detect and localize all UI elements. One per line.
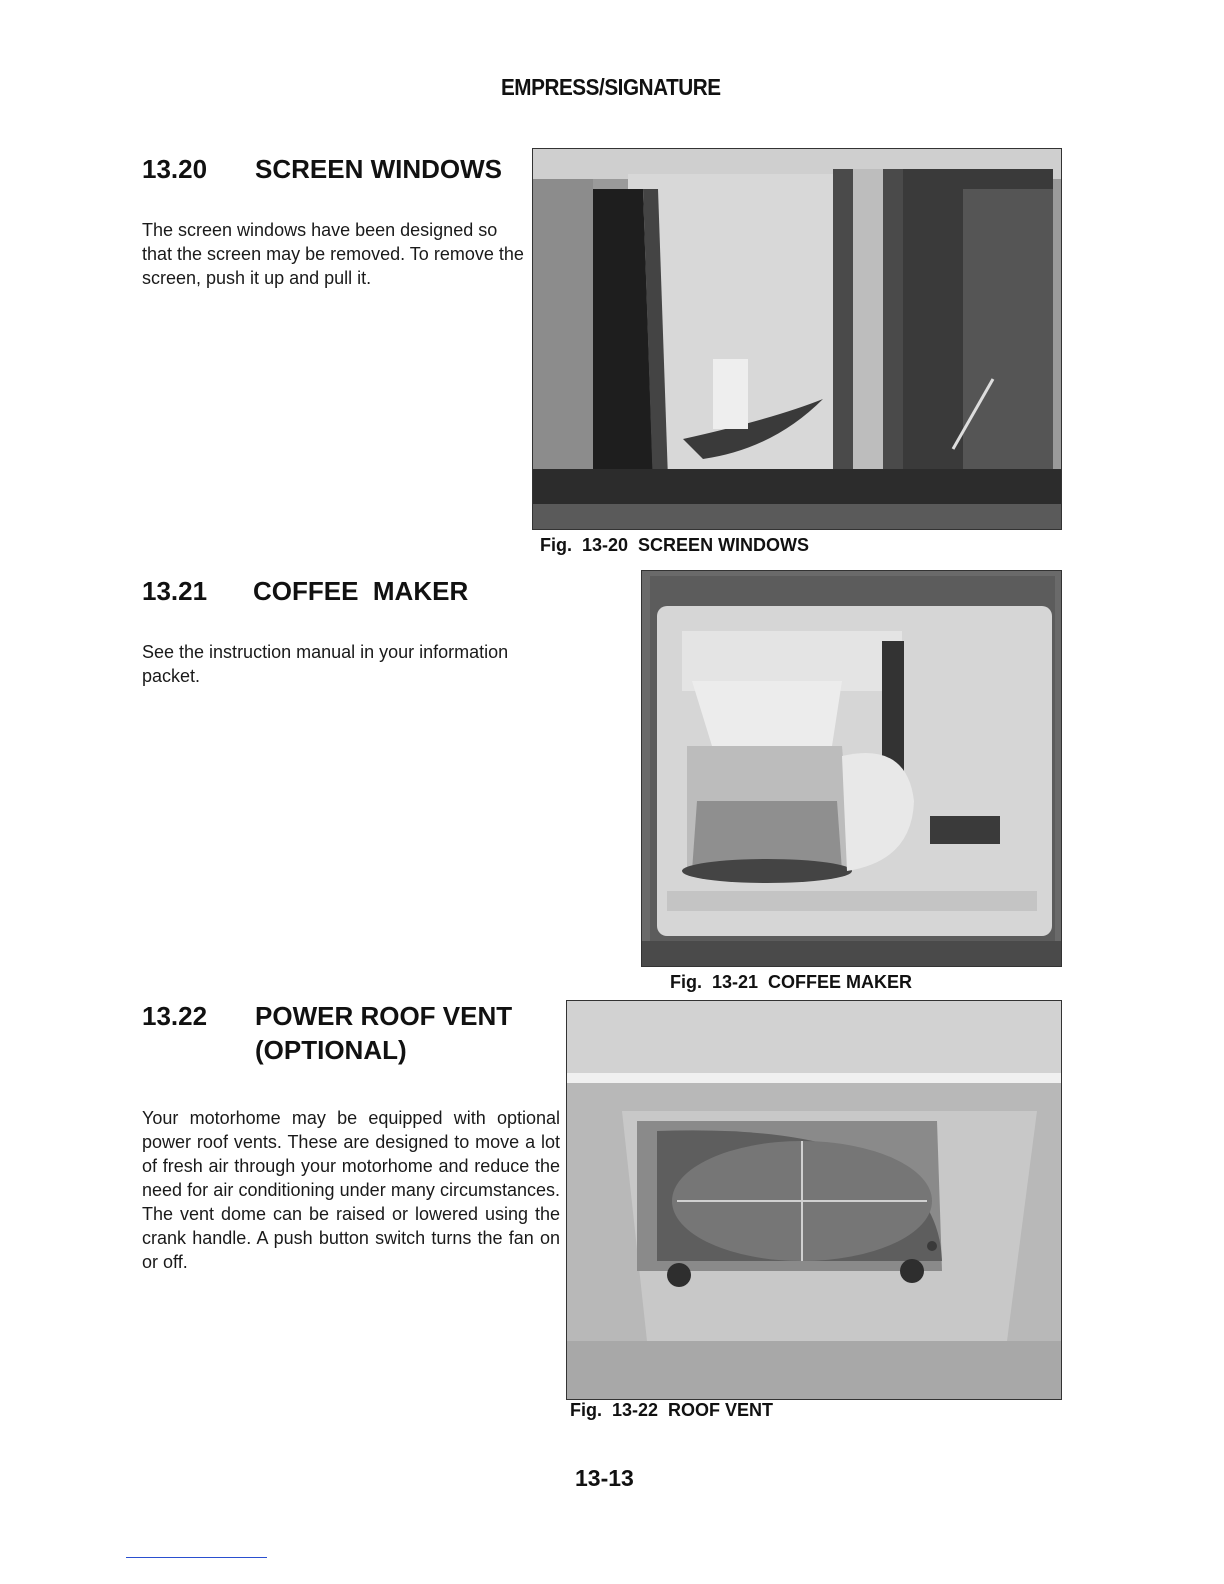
section-number: 13.22: [142, 1001, 208, 1031]
section-number: 13.20: [142, 154, 208, 184]
figure-13-21-caption: [670, 972, 912, 993]
section-13-20-heading: [142, 153, 532, 185]
section-title-line1: POWER ROOF VENT: [255, 1001, 513, 1031]
section-13-21-heading: [142, 575, 542, 607]
figure-number: 13-22: [612, 1400, 659, 1420]
figure-caption-text: SCREEN WINDOWS: [638, 535, 810, 555]
figure-label: Fig.: [670, 972, 702, 992]
footer-divider: [126, 1557, 267, 1558]
figure-label: Fig.: [570, 1400, 602, 1420]
figure-caption-text: ROOF VENT: [668, 1400, 774, 1420]
section-title: SCREEN WINDOWS: [255, 154, 502, 184]
figure-number: 13-21: [712, 972, 759, 992]
figure-13-20-caption: [540, 535, 809, 556]
roof-vent-image: [567, 1001, 1061, 1399]
section-number: 13.21: [142, 576, 208, 606]
section-title: COFFEE MAKER: [253, 576, 469, 606]
figure-13-22-caption: [570, 1400, 773, 1421]
section-13-22-body: Your motorhome may be equipped with optional power roof vents. These are designed to move a lot of fresh air through your motorhome and reduce the need for air conditioning under many circumstances. The vent dome can be raised or lowered using the crank handle. A push button switch turns the fan on or off.: [142, 1108, 560, 1272]
coffee-maker-photo: [641, 570, 1062, 967]
page-number: 13-13: [575, 1465, 634, 1491]
section-13-21-body: See the instruction manual in your information packet.: [142, 642, 509, 686]
screen-windows-photo: [532, 148, 1062, 530]
figure-number: 13-20: [582, 535, 629, 555]
roof-vent-photo: [566, 1000, 1062, 1400]
figure-caption-text: COFFEE MAKER: [768, 972, 913, 992]
section-title-line2: (OPTIONAL): [255, 1035, 407, 1065]
screen-windows-image: [533, 149, 1061, 529]
figure-label: Fig.: [540, 535, 572, 555]
coffee-maker-image: [642, 571, 1061, 966]
section-13-22-heading: [142, 1000, 552, 1032]
section-13-20-body: The screen windows have been designed so that the screen may be removed. To remove the screen, push it up and pull it.: [142, 220, 524, 288]
page-header: EMPRESS/SIGNATURE: [500, 74, 721, 100]
